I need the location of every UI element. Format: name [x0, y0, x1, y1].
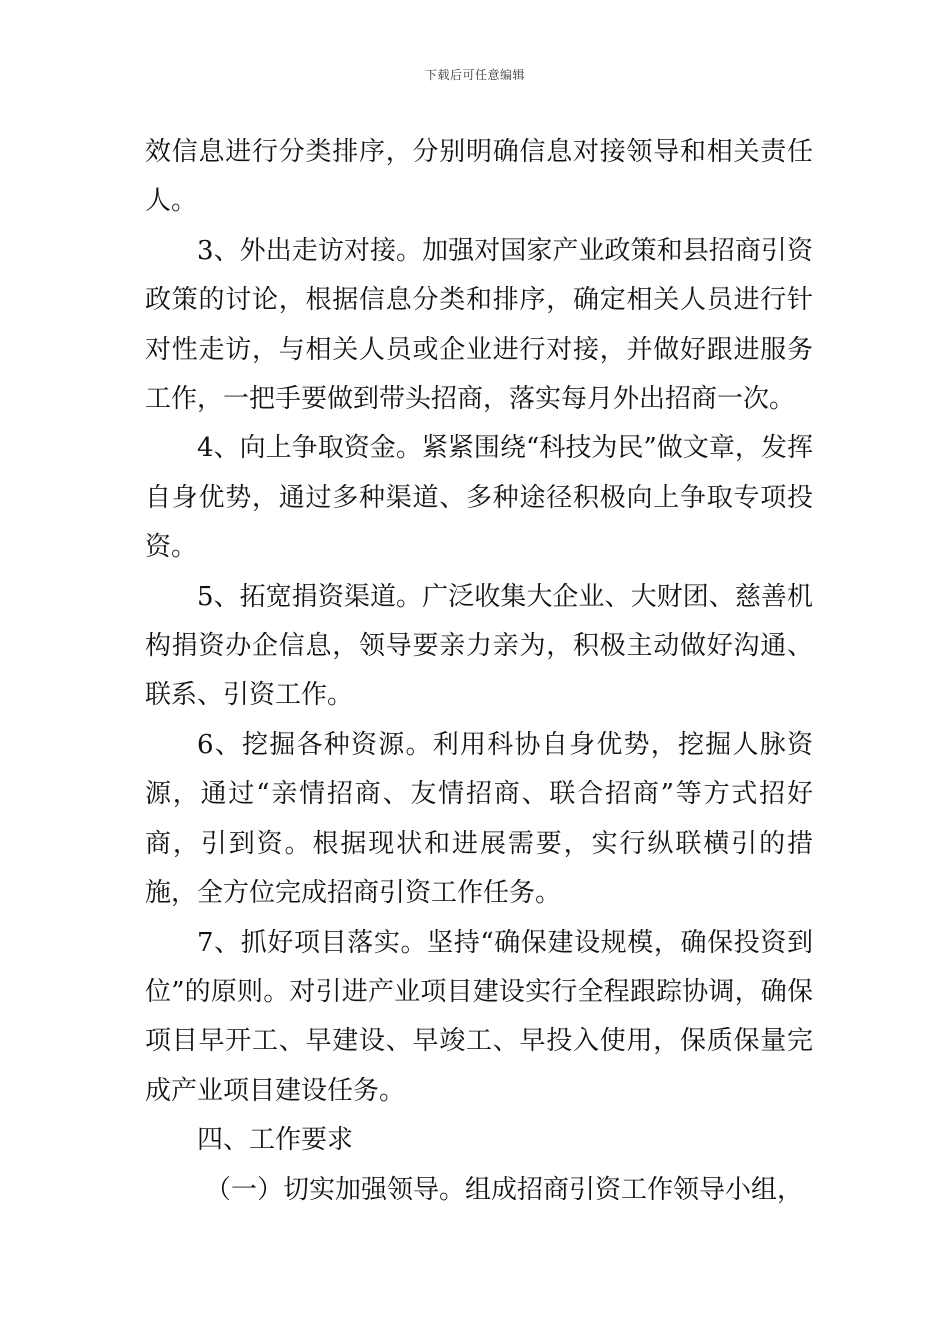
- paragraph-item-6: 6、挖掘各种资源。利用科协自身优势，挖掘人脉资源，通过“亲情招商、友情招商、联合招商”等方式招好商，引到资。根据现状和进展需要，实行纵联横引的措施，全方位完成招商引资工作任务。: [145, 729, 813, 909]
- section-heading-work-requirements: 四、工作要求: [197, 1125, 354, 1156]
- paragraph-item-7: 7、抓好项目落实。坚持“确保建设规模，确保投资到位”的原则。对引进产业项目建设实行全程跟踪协调，确保项目早开工、早建设、早竣工、早投入使用，保质保量完成产业项目建设任务。: [145, 927, 813, 1106]
- paragraph-item-5: 5、拓宽捐资渠道。广泛收集大企业、大财团、慈善机构捐资办企信息，领导要亲力亲为，积极主动做好沟通、联系、引资工作。: [145, 581, 813, 711]
- paragraph-subsection-1: （一）切实加强领导。组成招商引资工作领导小组，: [205, 1174, 804, 1205]
- page-header-note: 下载后可任意编辑: [424, 68, 525, 82]
- paragraph-item-3: 3、外出走访对接。加强对国家产业政策和县招商引资政策的讨论，根据信息分类和排序，确定相关人员进行针对性走访，与相关人员或企业进行对接，并做好跟进服务工作，一把手要做到带头招商，落实每月外出招商一次。: [145, 235, 813, 415]
- paragraph-item-4: 4、向上争取资金。紧紧围绕“科技为民”做文章，发挥自身优势，通过多种渠道、多种途径积极向上争取专项投资。: [145, 433, 813, 563]
- paragraph-continuation: 效信息进行分类排序，分别明确信息对接领导和相关责任人。: [145, 137, 813, 217]
- document-body: [145, 128, 813, 1215]
